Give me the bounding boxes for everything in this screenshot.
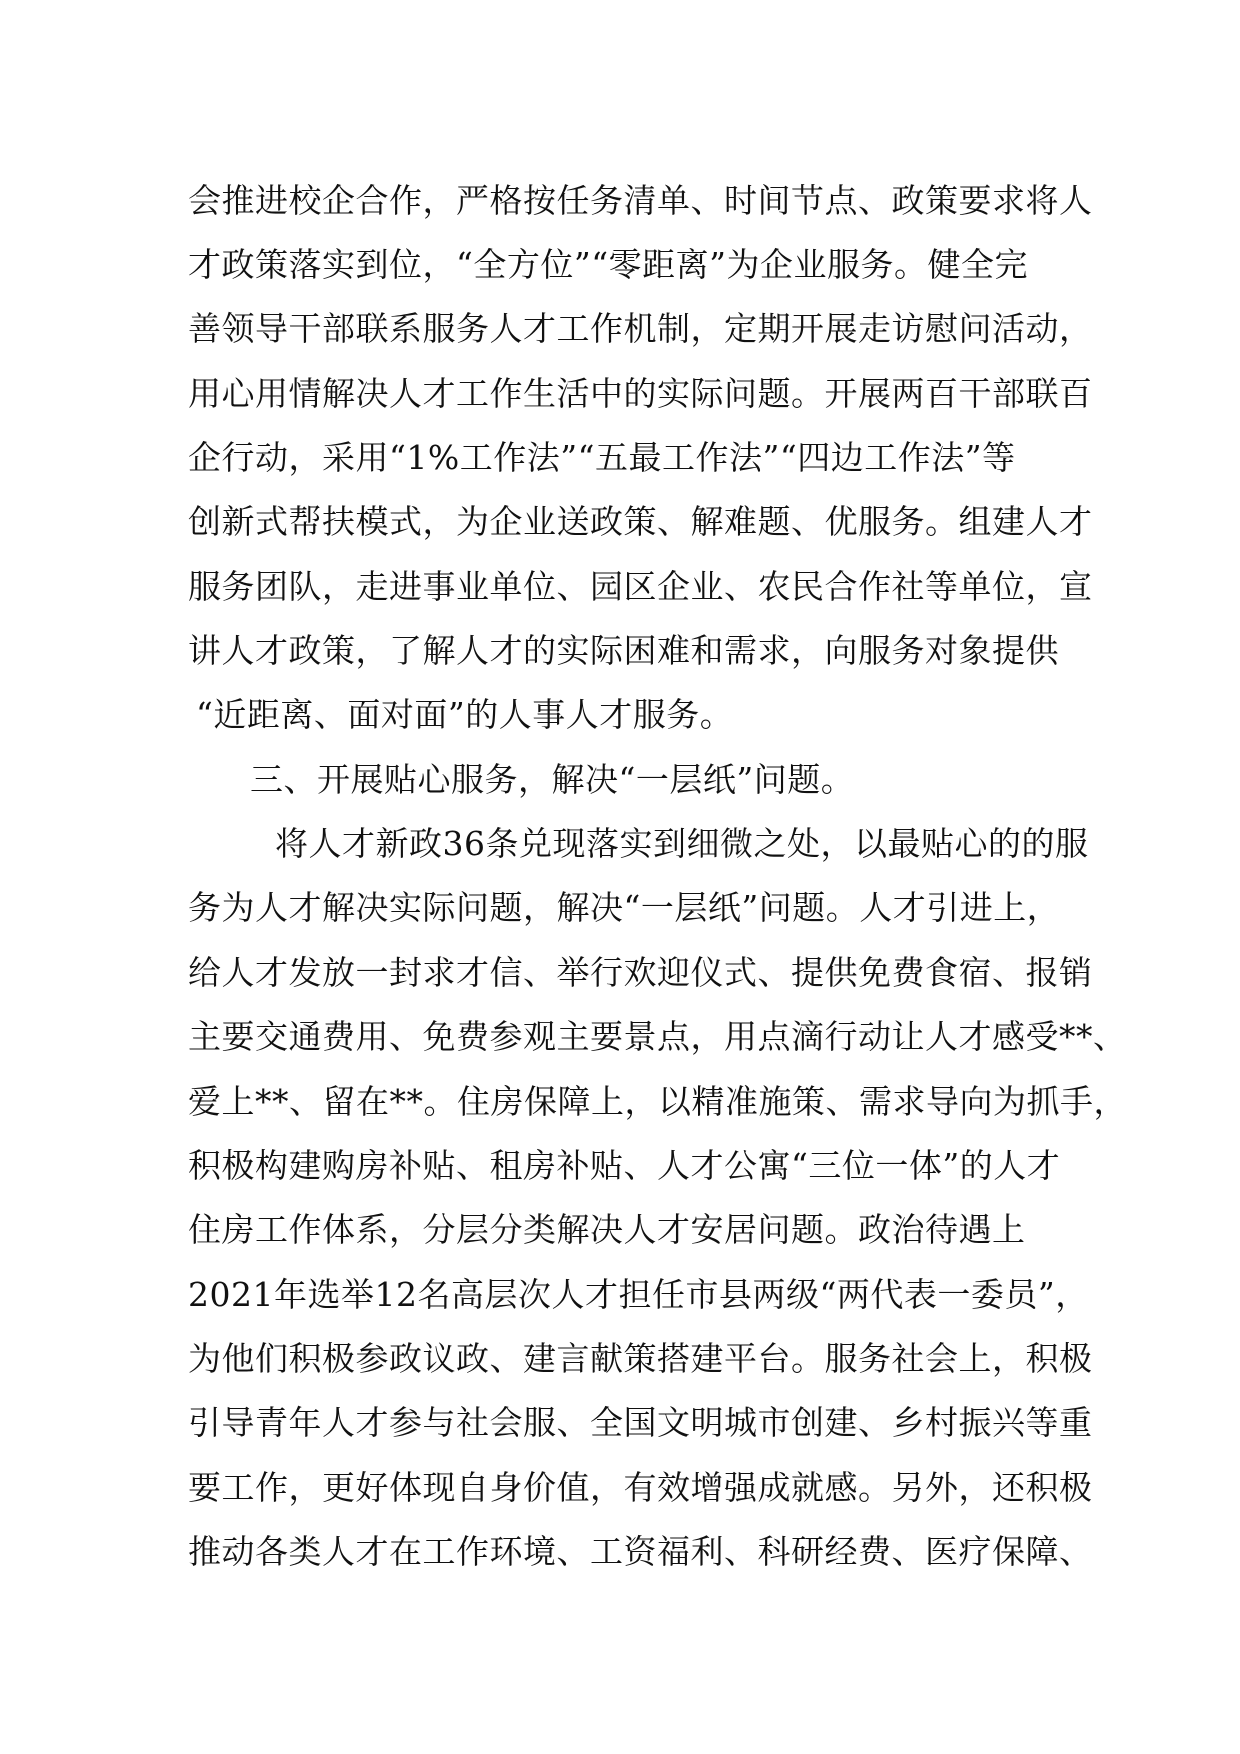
body-line: 2021年选举12名高层次人才担任市县两级“两代表一委员”， bbox=[188, 1275, 1089, 1314]
body-line: 爱上**、留在**。住房保障上，以精准施策、需求导向为抓手， bbox=[188, 1082, 1127, 1121]
body-line: 服务团队，走进事业单位、园区企业、农民合作社等单位，宣 bbox=[188, 567, 1093, 606]
body-line: 积极构建购房补贴、租房补贴、人才公寓“三位一体”的人才 bbox=[188, 1146, 1061, 1185]
body-line: 引导青年人才参与社会服、全国文明城市创建、乡村振兴等重 bbox=[188, 1403, 1093, 1442]
body-line: 创新式帮扶模式，为企业送政策、解难题、优服务。组建人才 bbox=[188, 502, 1093, 541]
section-heading: 三、开展贴心服务，解决“一层纸”问题。 bbox=[250, 760, 855, 799]
body-line: 讲人才政策，了解人才的实际困难和需求，向服务对象提供 bbox=[188, 631, 1059, 670]
body-line: 给人才发放一封求才信、举行欢迎仪式、提供免费食宿、报销 bbox=[188, 953, 1093, 992]
body-line: 务为人才解决实际问题，解决“一层纸”问题。人才引进上， bbox=[188, 888, 1061, 927]
body-line: 善领导干部联系服务人才工作机制，定期开展走访慰问活动， bbox=[188, 309, 1093, 348]
body-line: 住房工作体系，分层分类解决人才安居问题。政治待遇上 bbox=[188, 1210, 1026, 1249]
body-line: 会推进校企合作，严格按任务清单、时间节点、政策要求将人 bbox=[188, 181, 1093, 220]
body-line: 企行动，采用“1%工作法”“五最工作法”“四边工作法”等 bbox=[188, 438, 1016, 477]
body-line: 才政策落实到位，“全方位”“零距离”为企业服务。健全完 bbox=[188, 245, 1028, 284]
body-line: “近距离、面对面”的人事人才服务。 bbox=[196, 695, 734, 734]
body-line: 用心用情解决人才工作生活中的实际问题。开展两百干部联百 bbox=[188, 374, 1093, 413]
body-line: 主要交通费用、免费参观主要景点，用点滴行动让人才感受**、 bbox=[188, 1017, 1127, 1056]
body-line: 要工作，更好体现自身价值，有效增强成就感。另外，还积极 bbox=[188, 1468, 1093, 1507]
body-line: 为他们积极参政议政、建言献策搭建平台。服务社会上，积极 bbox=[188, 1339, 1093, 1378]
body-line: 推动各类人才在工作环境、工资福利、科研经费、医疗保障、 bbox=[188, 1532, 1093, 1571]
body-line: 将人才新政36条兑现落实到细微之处，以最贴心的的服 bbox=[275, 824, 1089, 863]
